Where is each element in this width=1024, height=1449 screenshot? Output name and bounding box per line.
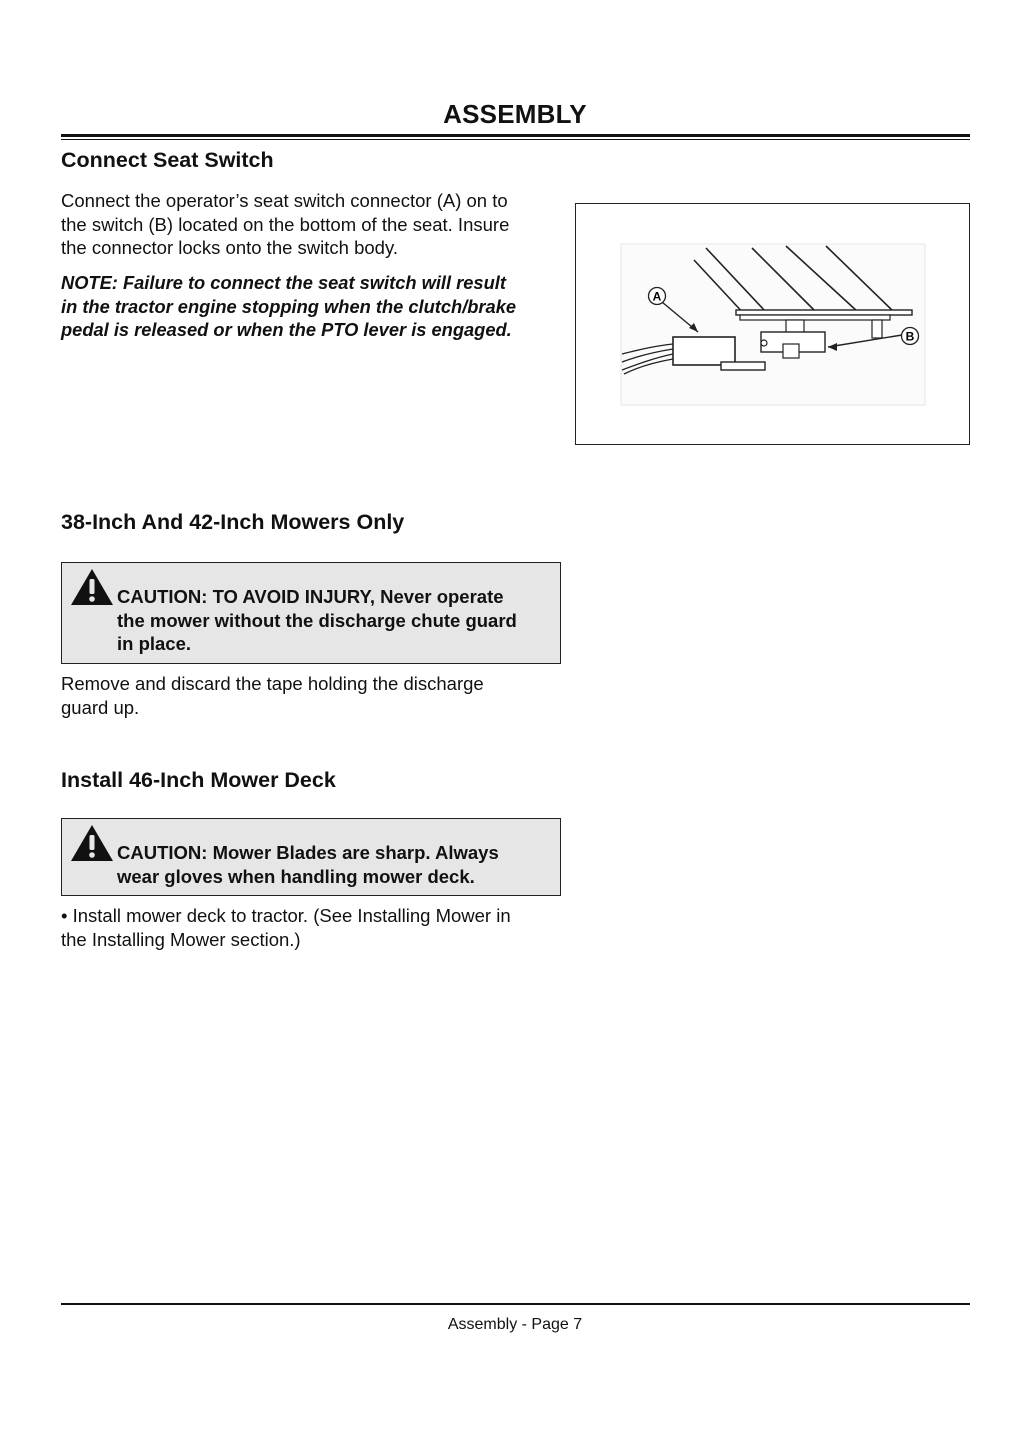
text-line: • Install mower deck to tractor. (See Installing Mower in: [61, 905, 511, 926]
callout-b-label: B: [905, 329, 915, 344]
text-line: Connect the operator’s seat switch connector (A) on to: [61, 190, 508, 211]
caution-text: [117, 841, 499, 888]
section-heading-46-mower-deck: Install 46-Inch Mower Deck: [61, 768, 336, 792]
header-rule-thin: [61, 139, 970, 140]
caution-line: in place.: [117, 633, 192, 654]
caution-text: [117, 585, 517, 656]
discharge-guard-paragraph: [61, 672, 484, 719]
seat-switch-illustration: [576, 204, 969, 444]
footer-rule: [61, 1303, 970, 1305]
text-line: the Installing Mower section.): [61, 928, 301, 950]
caution-line: wear gloves when handling mower deck.: [117, 865, 475, 887]
note-line: in the tractor engine stopping when the clutch/brake: [61, 295, 517, 317]
caution-line: CAUTION: TO AVOID INJURY, Never operate: [117, 586, 504, 607]
seat-switch-note: [61, 271, 561, 342]
header-rule: [61, 134, 970, 137]
text-line: the switch (B) located on the bottom of the seat. Insure: [61, 213, 510, 235]
install-deck-paragraph: [61, 904, 511, 951]
caution-box-discharge-guard: [61, 562, 561, 664]
section-heading-38-42-mowers: 38-Inch And 42-Inch Mowers Only: [61, 510, 405, 534]
callout-a-label: A: [652, 289, 662, 304]
note-line: pedal is released or when the PTO lever is engaged.: [61, 319, 512, 340]
seat-switch-figure: [575, 203, 970, 445]
text-line: guard up.: [61, 696, 140, 718]
section-heading-seat-switch: Connect Seat Switch: [61, 148, 274, 172]
caution-line: the mower without the discharge chute guard: [117, 609, 517, 631]
caution-line: CAUTION: Mower Blades are sharp. Always: [117, 842, 499, 863]
page-footer: Assembly - Page 7: [447, 1316, 583, 1333]
seat-switch-paragraph: [61, 189, 509, 260]
caution-box-sharp-blades: [61, 818, 561, 896]
text-line: the connector locks onto the switch body.: [61, 237, 398, 258]
note-line: NOTE: Failure to connect the seat switch will result: [61, 272, 506, 293]
warning-triangle-icon: [70, 824, 114, 862]
warning-triangle-icon: [70, 568, 114, 606]
page-title: ASSEMBLY: [443, 99, 587, 129]
text-line: Remove and discard the tape holding the discharge: [61, 673, 484, 694]
